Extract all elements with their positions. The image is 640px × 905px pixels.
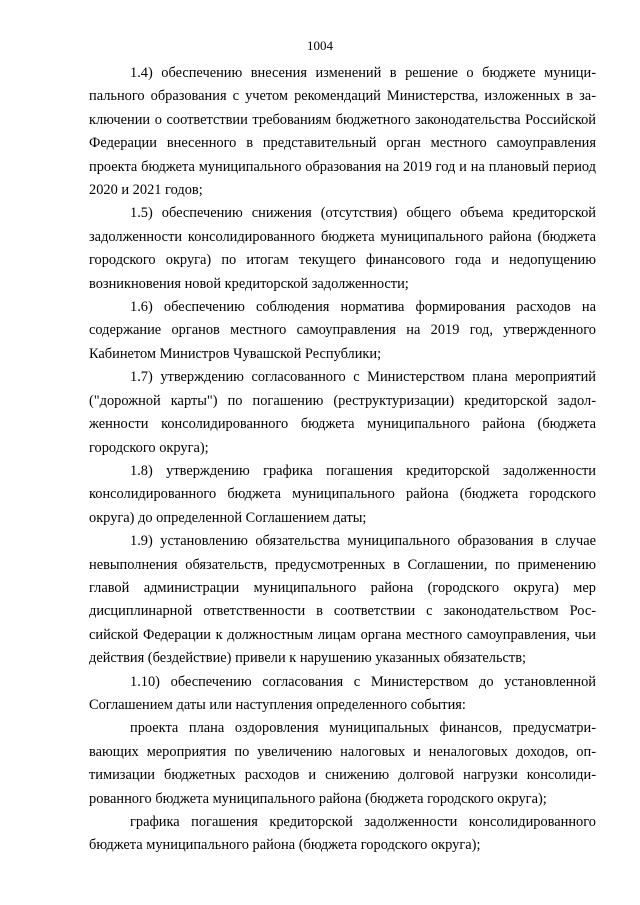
paragraph-1-6: 1.6) обеспечению соблюдения норматива формирования расходов на содержание органов местного самоуправления на 2019 год, утвержденного Кабинетом Министров Чувашской Республики;: [89, 299, 596, 362]
paragraph-1-10: 1.10) обеспечению согласования с Министерством до установленной Соглашением даты или наступления определенного события:: [89, 673, 596, 713]
paragraph-1-7: 1.7) утверждению согласованного с Министерством плана мероприятий ("дорожной карты") по погашению (реструктуризации) кредиторской задолженности консолидированного бюджета муниципального района (бюджета городского округа);: [89, 369, 596, 456]
document-body: [89, 62, 596, 858]
paragraph-1-9: 1.9) установлению обязательства муниципального образования в случае невыполнения обязательств, предусмотренных в Соглашении, по применению главой администрации муниципального района (городского округа) мер дисциплинарной ответственности в соответствии с законодательством Российской Федерации к должностным лицам органа местного самоуправления, чьи действия (бездействие) привели к нарушению указанных обязательств;: [89, 533, 596, 667]
paragraph-recovery-plan: проекта плана оздоровления муниципальных финансов, предусматривающих мероприятия по увеличению налоговых и неналоговых доходов, оптимизации бюджетных расходов и снижению долговой нагрузки консолидированного бюджета муниципального района (бюджета городского округа);: [89, 720, 596, 807]
paragraph-1-8: 1.8) утверждению графика погашения кредиторской задолженности консолидированного бюджета муниципального района (бюджета городского округа) до определенной Соглашением даты;: [89, 462, 596, 526]
paragraph-1-5: 1.5) обеспечению снижения (отсутствия) общего объема кредиторской задолженности консолидированного бюджета муниципального района (бюджета городского округа) по итогам текущего финансового года и недопущению возникновения новой кредиторской задолженности;: [89, 205, 596, 292]
paragraph-debt-schedule: графика погашения кредиторской задолженности консолидированного бюджета муниципального района (бюджета городского округа);: [89, 814, 596, 854]
page-number: 1004: [307, 38, 333, 53]
paragraph-1-4: 1.4) обеспечению внесения изменений в решение о бюджете муниципального образования с учетом рекомендаций Министерства, изложенных в заключении о соответствии требованиям бюджетного законодательства Российской Федерации внесенного в представительный орган местного самоуправления проекта бюджета муниципального образования на 2019 год и на плановый период 2020 и 2021 годов;: [89, 65, 596, 199]
